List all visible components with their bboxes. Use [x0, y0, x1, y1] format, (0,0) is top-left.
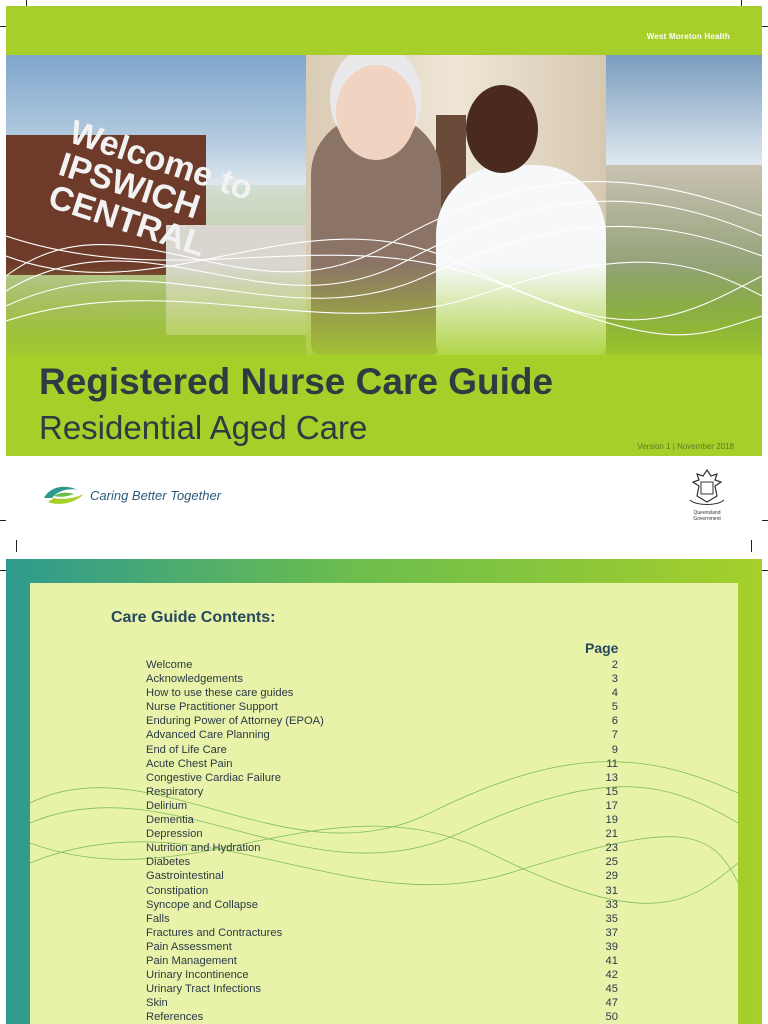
- toc-item-title: Constipation: [146, 884, 209, 897]
- toc-item-title: Acute Chest Pain: [146, 757, 233, 770]
- toc-item-page: 9: [611, 743, 618, 756]
- caring-better-together-tagline: Caring Better Together: [90, 488, 222, 503]
- toc-item-title: Respiratory: [146, 785, 204, 798]
- crop-mark: [762, 520, 768, 521]
- toc-item-page: 29: [605, 870, 618, 883]
- toc-item-title: Gastrointestinal: [146, 870, 224, 883]
- toc-item-page: 42: [605, 969, 618, 982]
- cover-version: Version 1 | November 2018: [637, 442, 734, 451]
- toc-item[interactable]: [146, 771, 618, 785]
- toc-item-title: Welcome: [146, 659, 193, 671]
- toc-item-title: How to use these care guides: [146, 687, 294, 700]
- toc-item-page: 6: [611, 715, 618, 728]
- toc-item[interactable]: [146, 743, 618, 757]
- toc-item[interactable]: [146, 912, 618, 926]
- toc-item[interactable]: [146, 855, 618, 869]
- crop-mark: [762, 570, 768, 571]
- toc-item-page: 17: [605, 799, 618, 812]
- toc-item-title: Delirium: [146, 799, 188, 812]
- toc-item[interactable]: [146, 1010, 618, 1024]
- toc-item-page: 33: [605, 898, 618, 911]
- toc-item-title: Diabetes: [146, 856, 191, 869]
- toc-item[interactable]: [146, 869, 618, 883]
- toc-item[interactable]: [146, 926, 618, 940]
- toc-item-title: Acknowledgements: [146, 673, 244, 686]
- toc-item[interactable]: [146, 884, 618, 898]
- crop-mark: [751, 540, 752, 552]
- toc-item-page: 5: [611, 701, 618, 714]
- toc-item-title: Fractures and Contractures: [146, 926, 283, 939]
- toc-item[interactable]: [146, 954, 618, 968]
- toc-item[interactable]: [146, 898, 618, 912]
- toc-item[interactable]: [146, 982, 618, 996]
- brand-logo: West Moreton Health: [646, 32, 730, 41]
- contents-title: Care Guide Contents:: [111, 609, 276, 626]
- queensland-government-label: Queensland Government: [693, 510, 721, 522]
- toc-item-page: 25: [605, 856, 618, 869]
- toc-item-page: 35: [605, 912, 618, 925]
- photo-sign-lettering: Welcome to IPSWICH CENTRAL: [43, 113, 258, 265]
- cover-title: Registered Nurse Care Guide: [39, 361, 554, 402]
- toc-item-title: Depression: [146, 828, 203, 841]
- cover-subtitle: Residential Aged Care: [39, 409, 368, 446]
- toc-item-page: 2: [611, 659, 618, 671]
- toc-item-page: 7: [611, 729, 618, 742]
- decorative-waves: [6, 126, 762, 346]
- toc-item-page: 11: [606, 757, 618, 770]
- toc-item[interactable]: [146, 827, 618, 841]
- toc-item[interactable]: [146, 996, 618, 1010]
- toc-item-title: Pain Management: [146, 954, 237, 967]
- header-strip: [6, 6, 762, 48]
- contents-card: [30, 583, 738, 1024]
- toc-item-title: Urinary Incontinence: [146, 969, 249, 982]
- toc-item-title: Dementia: [146, 814, 194, 827]
- toc-item[interactable]: [146, 728, 618, 742]
- table-of-contents: [146, 658, 618, 1024]
- toc-item[interactable]: [146, 968, 618, 982]
- toc-item[interactable]: [146, 841, 618, 855]
- toc-item[interactable]: [146, 940, 618, 954]
- cover-panel: [6, 6, 762, 456]
- toc-item-title: References: [146, 1011, 204, 1024]
- toc-item-title: Skin: [146, 997, 168, 1010]
- toc-item-page: 41: [605, 954, 618, 967]
- toc-item-title: Advanced Care Planning: [146, 729, 270, 742]
- toc-item-page: 47: [605, 997, 618, 1010]
- toc-item-page: 15: [605, 785, 618, 798]
- crop-mark: [0, 520, 6, 521]
- toc-item-page: 19: [605, 814, 618, 827]
- toc-item-title: Nurse Practitioner Support: [146, 701, 278, 714]
- toc-item[interactable]: [146, 700, 618, 714]
- toc-item[interactable]: [146, 757, 618, 771]
- toc-item-page: 4: [611, 687, 618, 700]
- toc-item-title: End of Life Care: [146, 743, 227, 756]
- toc-item-page: 23: [605, 842, 618, 855]
- toc-item-title: Syncope and Collapse: [146, 898, 258, 911]
- toc-item-title: Falls: [146, 912, 170, 925]
- toc-item-page: 50: [605, 1011, 618, 1024]
- crop-mark: [16, 540, 17, 552]
- toc-item-page: 37: [605, 926, 618, 939]
- toc-item[interactable]: [146, 686, 618, 700]
- toc-item-page: 39: [605, 940, 618, 953]
- toc-item-title: Enduring Power of Attorney (EPOA): [146, 715, 324, 728]
- crop-mark: [762, 26, 768, 27]
- toc-item-title: Nutrition and Hydration: [146, 842, 261, 855]
- toc-item-title: Pain Assessment: [146, 940, 232, 953]
- toc-item[interactable]: [146, 658, 618, 672]
- toc-item-page: 13: [605, 771, 618, 784]
- toc-item-title: Congestive Cardiac Failure: [146, 771, 281, 784]
- toc-item-page: 21: [605, 828, 618, 841]
- toc-item-title: Urinary Tract Infections: [146, 983, 262, 996]
- caring-better-together-logo-icon: [40, 480, 88, 510]
- toc-item[interactable]: [146, 785, 618, 799]
- contents-panel: [6, 559, 762, 1024]
- toc-item[interactable]: [146, 813, 618, 827]
- toc-item[interactable]: [146, 714, 618, 728]
- toc-item[interactable]: [146, 799, 618, 813]
- toc-item-page: 31: [605, 884, 618, 897]
- toc-item-page: 45: [605, 983, 618, 996]
- contents-page-header: Page: [585, 640, 619, 656]
- toc-item-page: 3: [611, 673, 618, 686]
- toc-item[interactable]: [146, 672, 618, 686]
